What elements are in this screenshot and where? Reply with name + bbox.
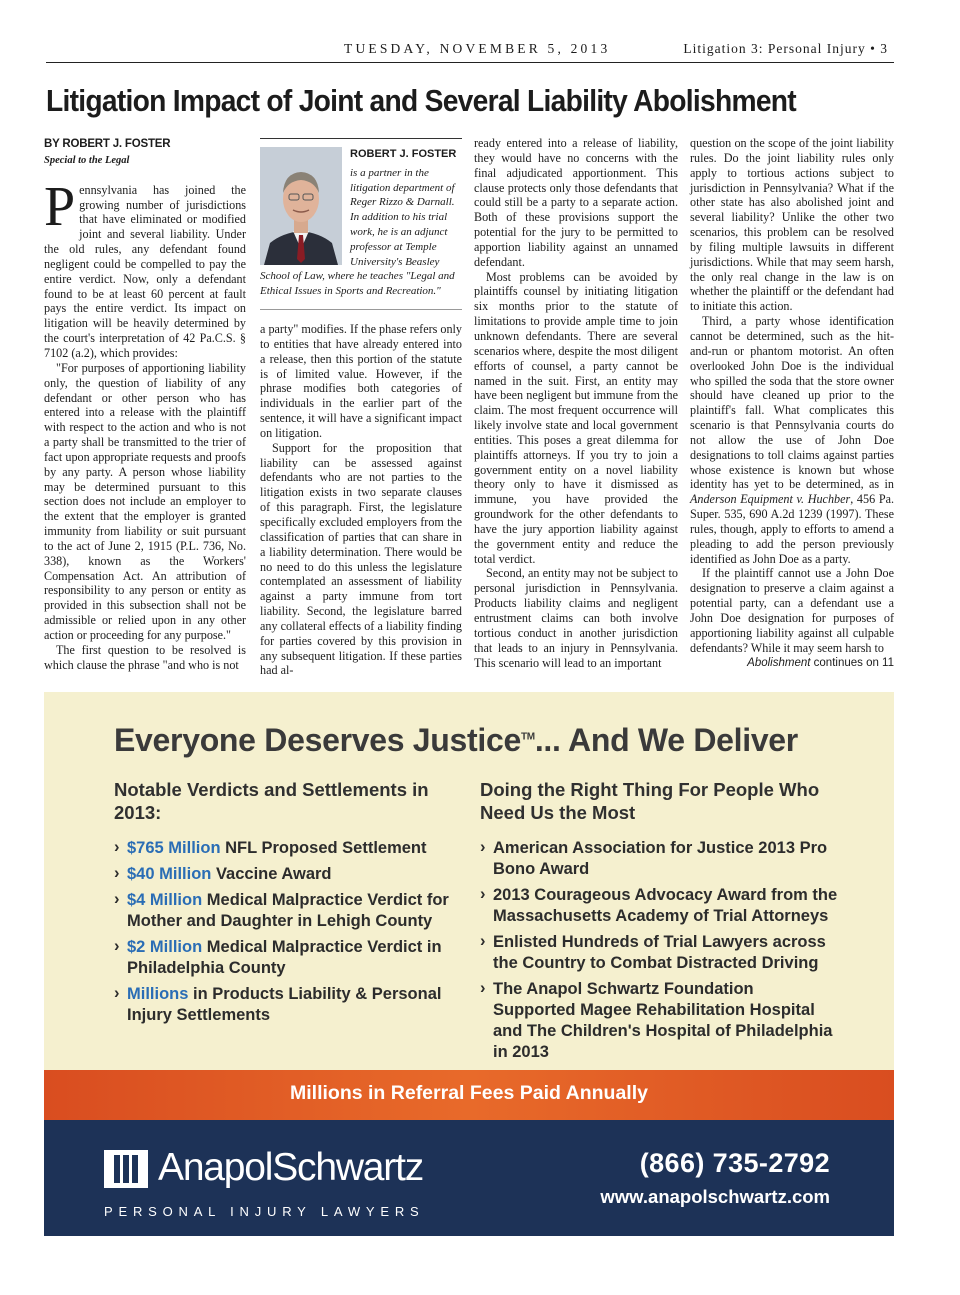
verdicts-list bbox=[114, 838, 474, 1026]
author-name: ROBERT J. FOSTER bbox=[350, 148, 457, 160]
list-item: › Millions in Products Liability & Personal Injury Settlements bbox=[114, 984, 474, 1026]
referral-banner bbox=[44, 1070, 894, 1120]
firm-website[interactable]: www.anapolschwartz.com bbox=[600, 1186, 830, 1207]
firm-tagline: PERSONAL INJURY LAWYERS bbox=[104, 1204, 425, 1219]
article-paragraph: ready entered into a release of liability, they would have no concerns with the final adjudicated apportionment. This clause protects only those defendants that could still be a party to a separate action. Both of these provisions support the potential for the jury to be permitted to apportion liability against an unnamed defendant. bbox=[474, 136, 678, 269]
trademark-mark: TM bbox=[521, 731, 535, 743]
article-paragraph: Most problems can be avoided by plaintiffs counsel by initiating litigation six months prior to the statute of limitations to provide ample time to join unknown defendants. There are several scenarios where, despite the most diligent efforts of counsel, a party cannot be named in the suit. First, an entity may have been negligent but immune from the claim. The most frequent occurrence will likely involve state and local government entities. This poses a great dilemma for plaintiffs attorneys. If you try to join a government entity on a novel liability theory only to have it dismissed as immune, you have provided the groundwork for the other defendants to have the jury apportion liability against the government entity and reduce the total verdict. bbox=[474, 269, 678, 566]
referral-banner-text: Millions in Referral Fees Paid Annually bbox=[290, 1082, 648, 1104]
author-portrait-image bbox=[260, 147, 342, 265]
article-paragraph: The first question to be resolved is which clause the phrase "and who is not bbox=[44, 642, 246, 672]
law-firm-advertisement bbox=[44, 692, 894, 1236]
article-paragraph: "For purposes of apportioning liability only, the question of liability of any defendant or other person who has entered into a release with the plaintiff with respect to the action and who is not a party shall be transmitted to the trier of fact upon appropriate requests and proofs by any party. A person whose liability may be determined pursuant to this section does not include an employer to the extent that the employer is granted immunity from liability or suit pursuant to the act of June 2, 1915 (P.L. 736, No. 338), known as the Workers' Compensation Act. An attribution of responsibility to any person or entity as provided in this subsection shall not be admissible or relied upon in any other action or proceeding for any purpose." bbox=[44, 360, 246, 642]
community-heading: Doing the Right Thing For People Who Need Us the Most bbox=[480, 779, 820, 823]
running-header bbox=[46, 40, 894, 63]
verdicts-heading: Notable Verdicts and Settlements in 2013: bbox=[114, 779, 429, 823]
case-citation: Anderson Equipment v. Huchber bbox=[690, 492, 851, 507]
list-item: › $4 Million Medical Malpractice Verdict for Mother and Daughter in Lehigh County bbox=[114, 890, 474, 932]
article-paragraph: Pennsylvania has joined the growing number of jurisdictions that have eliminated or modified joint and several liability. Under the old rules, any defendant found negligent could be compelled to pay the entire verdict. Now, only a defendant found to be at least 60 percent at fault pays the entire verdict. Its impact on litigation will be heavily determined by the court's interpretation of 42 Pa.C.S. § 7102 (a.2), which provides: bbox=[44, 175, 246, 360]
list-item: › American Association for Justice 2013 Pro Bono Award bbox=[480, 838, 840, 880]
author-bio-text: is a partner in the litigation department of Reger Rizzo & Darnall. In addition to his trial work, he is an adjunct professor at Temple University's Beasley School of Law, where he teaches "Legal and Ethical Issues in Sports and Recreation." bbox=[260, 166, 455, 298]
list-item: › 2013 Courageous Advocacy Award from the Massachusetts Academy of Trial Attorneys bbox=[480, 885, 840, 927]
list-item: › The Anapol Schwartz Foundation Supported Magee Rehabilitation Hospital and The Children's Hospital of Philadelphia in 2013 bbox=[480, 979, 840, 1063]
list-item: › $765 Million NFL Proposed Settlement bbox=[114, 838, 474, 859]
article-paragraph: Support for the proposition that liability can be assessed against defendants who are not parties to the litigation exists in two separate clauses of this paragraph. First, the legislature specifically excluded employers from the classification of parties that can share in a liability determination. There would be no need to do this unless the legislature contemplated an assessment of liability against a party immune from tort liability. Second, the legislature barred any collateral effects of a liability finding for parties covered by this provision in any subsequent litigation. If these parties had al- bbox=[260, 440, 462, 678]
article-paragraph: Third, a party whose identification cannot be determined, such as the hit-and-run or phantom motorist. An often overlooked John Doe is the individual who spilled the soda that the store owner should have cleaned up prior to the plaintiff's fall. What complicates this scenario is that Pennsylvania courts do not allow the use of John Doe designations to toll claims against parties whose existence is known but whose identity has yet to be determined, as in Anderson Equipment v. Huchber, 456 Pa. Super. 535, 690 A.2d 1239 (1997). These rules, though, apply to efforts to amend a pleading to add the person previously identified as John Doe as a party. bbox=[690, 314, 894, 566]
firm-logo-icon bbox=[104, 1150, 148, 1188]
community-list bbox=[480, 838, 840, 1063]
section-page-label: Litigation 3: Personal Injury • 3 bbox=[683, 41, 888, 56]
ad-headline: Everyone Deserves Justice™... And We Deliver bbox=[114, 722, 798, 758]
article-column-1 bbox=[44, 136, 246, 673]
author-bio bbox=[260, 138, 462, 310]
article-paragraph: a party" modifies. If the phase refers only to entities that have already entered into a release, then this portion of the statute is of limited value. However, if the phrase modifies both categories of individuals in the earlier part of the sentence, it will have a significant impact on litigation. bbox=[260, 322, 462, 440]
firm-footer bbox=[44, 1120, 894, 1236]
verdicts-column bbox=[114, 778, 474, 1031]
article-column-4 bbox=[690, 136, 894, 670]
article-paragraph: question on the scope of the joint liability rules. Do the joint liability rules only apply to tortious actions subject to jurisdiction in Pennsylvania? What if the other state has also abolished joint and several liability? Unlike the other two scenarios, this problem can be resolved by filing multiple lawsuits in different jurisdictions. While that may seem harsh, the only real change in the law is on whether the plaintiff or the defendant had to initiate this action. bbox=[690, 136, 894, 314]
article-headline: Litigation Impact of Joint and Several Liability Abolishment bbox=[46, 83, 796, 118]
community-column bbox=[480, 778, 840, 1068]
article-column-3 bbox=[474, 136, 678, 670]
byline: BY ROBERT J. FOSTER bbox=[44, 138, 171, 150]
drop-cap: P bbox=[44, 175, 76, 238]
list-item: › $2 Million Medical Malpractice Verdict in Philadelphia County bbox=[114, 937, 474, 979]
list-item: › $40 Million Vaccine Award bbox=[114, 864, 474, 885]
list-item: › Enlisted Hundreds of Trial Lawyers across the Country to Combat Distracted Driving bbox=[480, 932, 840, 974]
byline-affiliation: Special to the Legal bbox=[44, 154, 130, 166]
article-paragraph: Second, an entity may not be subject to personal jurisdiction in Pennsylvania. Products liability claims and negligent entrustment claims can both involve tortious conduct in another jurisdiction that leads to an injury in Pennsylvania. This scenario will lead to an important bbox=[474, 566, 678, 670]
article-column-2 bbox=[260, 138, 462, 678]
issue-date: TUESDAY, NOVEMBER 5, 2013 bbox=[344, 41, 611, 56]
firm-phone[interactable]: (866) 735-2792 bbox=[639, 1148, 830, 1178]
article-paragraph: If the plaintiff cannot use a John Doe designation to preserve a claim against a potential party, can a defendant use a John Doe designation for purposes of apportioning liability against all culpable defendants? While it may seem harsh to bbox=[690, 566, 894, 655]
author-photo bbox=[260, 147, 342, 265]
continuation-note: Abolishment continues on 11 bbox=[747, 656, 894, 669]
firm-name: AnapolSchwartz bbox=[158, 1146, 424, 1189]
